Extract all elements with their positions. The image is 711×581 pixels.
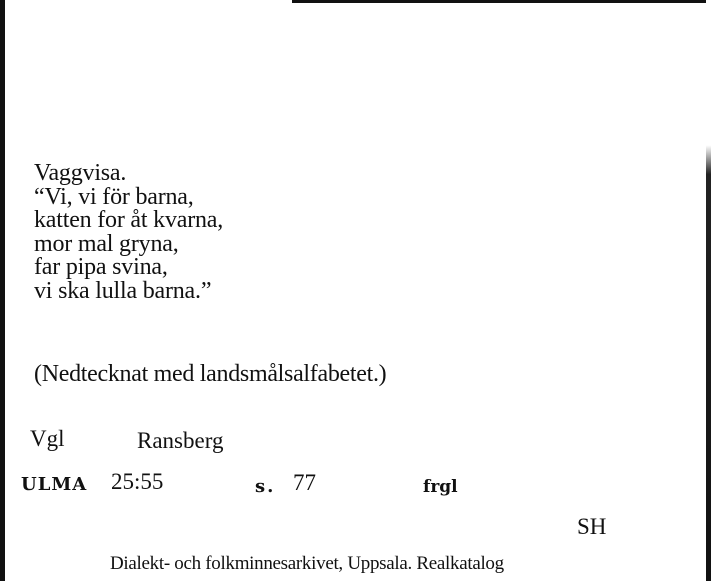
card-top-edge [292,0,711,3]
archive-footer: Dialekt- och folkminnesarkivet, Uppsala. Realkatalog [110,553,504,574]
archive-number: 25:55 [111,469,164,494]
place-name: Ransberg [137,428,224,453]
transcription-note: (Nedtecknat med landsmålsalfabetet.) [34,361,387,387]
page-number: 77 [293,470,316,495]
poem-text [34,162,223,304]
card-right-edge [706,0,711,581]
archive-code: ULMA [21,474,88,495]
poem-line: Vaggvisa. [34,160,127,186]
poem-line: katten for åt kvarna, [34,207,224,234]
poem-line: “Vi, vi för barna, [34,183,194,210]
card-left-edge [0,0,5,581]
poem-line: far pipa svina, [34,254,168,281]
poem-line: mor mal gryna, [34,230,179,257]
page-label: s. [255,476,276,497]
category-code: frgl [423,477,458,497]
province-code: Vgl [30,426,65,451]
recorder-initials: SH [577,514,607,539]
poem-line: vi ska lulla barna.” [34,277,212,304]
